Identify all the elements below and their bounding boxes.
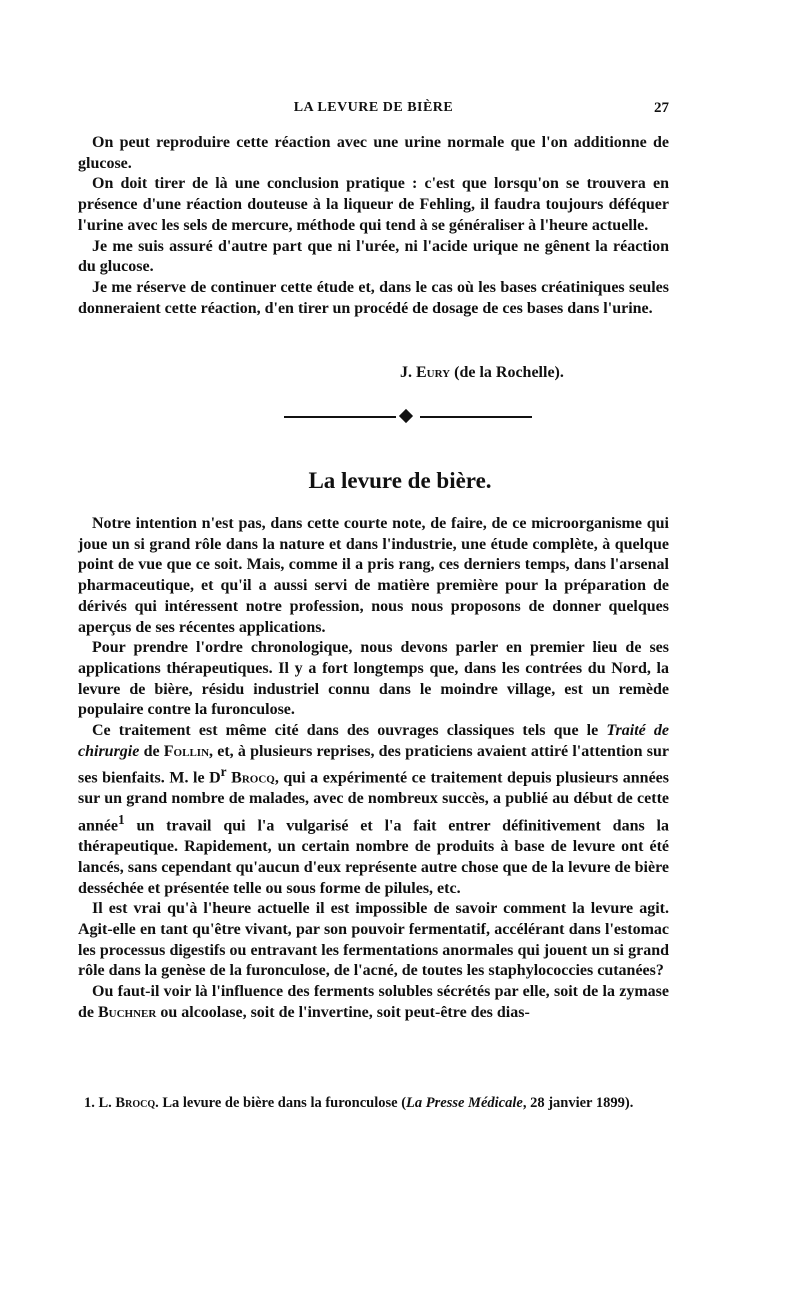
article-title: La levure de bière. <box>308 468 492 493</box>
author-name: Brocq <box>115 1095 156 1111</box>
text-run: , et, à plusieurs reprises, des praticiens avaient attiré l'attention sur ses bienfaits. M. le D <box>78 742 670 787</box>
separator-rule-right <box>420 416 532 418</box>
running-header <box>78 100 669 122</box>
superscript: r <box>220 764 227 780</box>
article-text <box>78 514 669 1024</box>
previous-article-text <box>78 133 669 319</box>
paragraph: Je me suis assuré d'autre part que ni l'urée, ni l'acide urique ne gênent la réaction du glucose. <box>78 237 669 276</box>
section-separator <box>284 410 532 424</box>
text-run: un travail qui l'a vulgarisé et l'a fait entrer définitivement dans la thérapeutique. Rapidement, un certain nombre de produits à base de levure ont été lancés, sans cependant qu'aucun d'eux représente autre chose que de la levure de bière desséchée et présentée telle ou sous forme de pilules, etc. <box>78 817 670 897</box>
paragraph <box>78 982 669 1023</box>
footnote-number: 1. L. <box>84 1095 112 1111</box>
text-run: ou alcoolase, soit de l'invertine, soit peut-être des dias- <box>160 1003 530 1021</box>
author-name: Brocq <box>231 769 275 787</box>
signature-initial: J. <box>400 364 412 381</box>
separator-rule-left <box>284 416 396 418</box>
paragraph: Pour prendre l'ordre chronologique, nous devons parler en premier lieu de ses applications thérapeutiques. Il y a fort longtemps que, dans les contrées du Nord, la levure de bière, résidu industriel connu dans le moindre village, est un remède populaire contre la furonculose. <box>78 639 669 719</box>
footnote <box>84 1093 669 1113</box>
cited-work: Traité de chirurgie <box>78 722 670 760</box>
diamond-ornament-icon <box>399 409 413 423</box>
running-title: LA LEVURE DE BIÈRE <box>293 100 454 115</box>
text-run: , qui a expérimenté ce traitement depuis plusieurs années sur un grand nombre de malades, avec de nombreux succès, a publié au début de cette année <box>78 769 670 835</box>
footnote-marker: 1 <box>118 812 125 828</box>
paragraph: On doit tirer de là une conclusion pratique : c'est que lorsqu'on se trouvera en présence d'une réaction douteuse à la liqueur de Fehling, il faudra toujours déféquer l'urine avec les sels de mercure, méthode qui tend à se généraliser à l'heure actuelle. <box>78 175 669 234</box>
author-name: Buchner <box>98 1003 157 1021</box>
footnote-paragraph <box>84 1093 669 1113</box>
paragraph: On peut reproduire cette réaction avec une urine normale que l'on additionne de glucose. <box>78 134 669 172</box>
paragraph: Il est vrai qu'à l'heure actuelle il est impossible de savoir comment la levure agit. Agit-elle en tant qu'être vivant, par son pouvoir fermentatif, accélérant dans l'estomac les processus digestifs ou entravant les fermentations anormales qui jouent un si grand rôle dans la genèse de la furonculose, de l'acné, de toutes les staphylococcies cutanées? <box>78 900 669 980</box>
page-number: 27 <box>654 100 669 116</box>
text-run: de <box>143 742 160 760</box>
author-signature <box>400 364 564 382</box>
text-run: Ou faut-il voir là l'influence des ferments solubles sécrétés par elle, soit de la zymase de <box>78 983 669 1021</box>
paragraph <box>78 721 669 899</box>
signature-name: Eury <box>416 364 451 381</box>
paragraph: Je me réserve de continuer cette étude et, dans le cas où les bases créatiniques seules donneraient cette réaction, d'en tirer un procédé de dosage de ces bases dans l'urine. <box>78 278 669 317</box>
journal-name: La Presse Médicale <box>406 1095 523 1111</box>
text-run: , 28 janvier 1899). <box>522 1095 634 1111</box>
text-run: . La levure de bière dans la furonculose ( <box>155 1095 407 1111</box>
paragraph: Notre intention n'est pas, dans cette courte note, de faire, de ce microorganisme qui joue un si grand rôle dans la nature et dans l'industrie, une étude complète, à quelque point de vue que ce soit. Mais, comme il a pris rang, ces derniers temps, dans l'arsenal pharmaceutique, et qu'il a aussi servi de matière première pour la préparation de dérivés qui intéressent notre profession, nous nous proposons de donner quelques aperçus de ses récentes applications. <box>78 515 669 636</box>
text-run: Ce traitement est même cité dans des ouvrages classiques tels que le <box>92 722 599 740</box>
author-name: Follin <box>163 742 210 760</box>
signature-place: (de la Rochelle). <box>454 364 564 381</box>
